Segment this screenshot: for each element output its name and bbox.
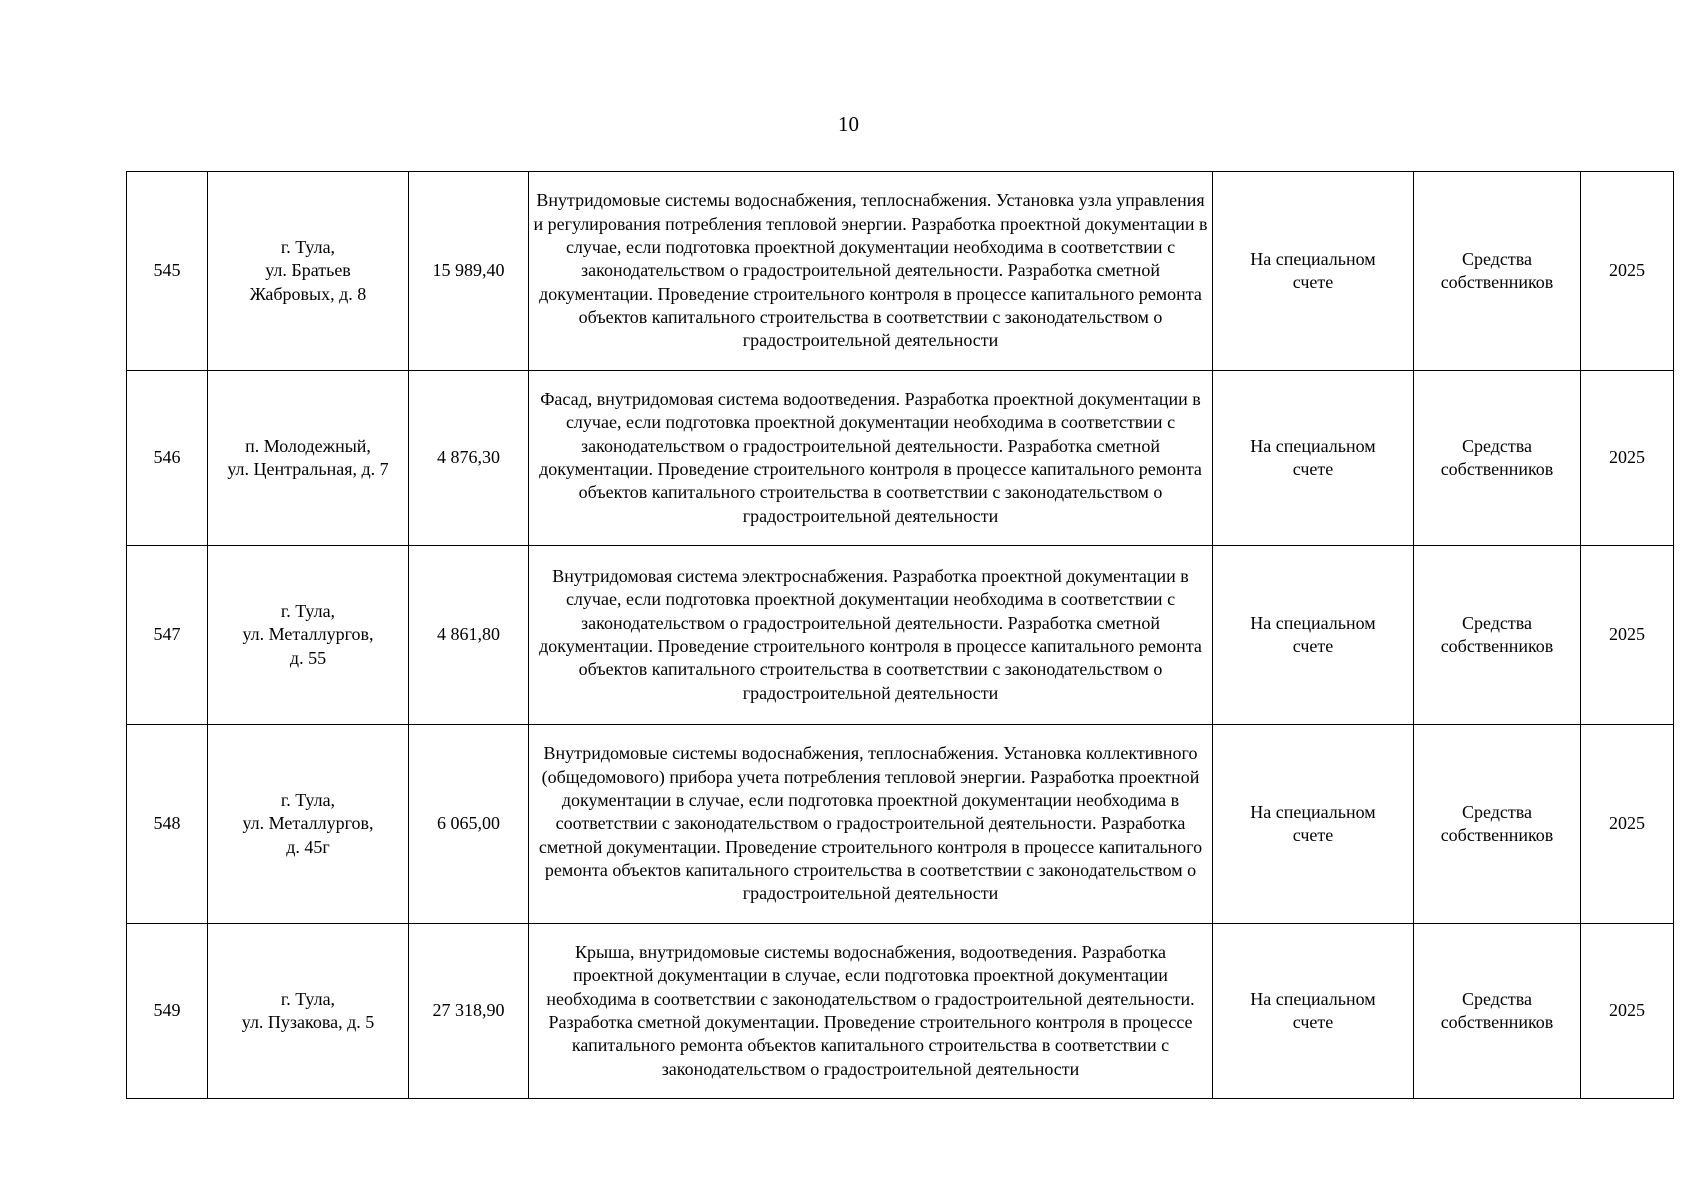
address-line: г. Тула,: [280, 601, 336, 622]
address-line: п. Молодежный,: [245, 435, 371, 456]
area-cell: 4 876,30: [409, 371, 529, 546]
area-cell: 4 861,80: [409, 546, 529, 725]
table-row: [127, 172, 1674, 371]
account-cell: [1213, 172, 1414, 371]
funding-line: Средства: [1461, 435, 1533, 456]
address-line: г. Тула,: [280, 988, 336, 1009]
address-line: ул. Пузакова, д. 5: [241, 1012, 375, 1032]
works-cell: Внутридомовые системы водоснабжения, теплоснабжения. Установка коллективного (общедомового) прибора учета потребления тепловой энергии. Разработка проектной документации в случае, если подготовка проектной документации необходима в соответствии с законодательством о градостроительной деятельности. Разработка сметной документации. Проведение строительного контроля в процессе капитального ремонта объектов капитального строительства в соответствии с законодательством о градостроительной деятельности: [529, 725, 1213, 924]
table-row: [127, 924, 1674, 1099]
address-line: д. 45г: [286, 836, 330, 857]
area-cell: 27 318,90: [409, 924, 529, 1099]
funding-line: собственников: [1440, 636, 1554, 656]
address-cell: [208, 725, 409, 924]
account-line: На специальном: [1250, 988, 1376, 1009]
funding-cell: [1414, 172, 1581, 371]
address-line: ул. Братьев: [265, 260, 351, 281]
works-cell: Фасад, внутридомовая система водоотведения. Разработка проектной документации в случае, если подготовка проектной документации необходима в соответствии с законодательством о градостроительной деятельности. Разработка сметной документации. Проведение строительного контроля в процессе капитального ремонта объектов капитального строительства в соответствии с законодательством о градостроительной деятельности: [529, 371, 1213, 546]
works-cell: Крыша, внутридомовые системы водоснабжения, водоотведения. Разработка проектной документации в случае, если подготовка проектной документации необходима в соответствии с законодательством о градостроительной деятельности. Разработка сметной документации. Проведение строительного контроля в процессе капитального ремонта объектов капитального строительства в соответствии с законодательством о градостроительной деятельности: [529, 924, 1213, 1099]
funding-cell: [1414, 546, 1581, 725]
table-row: [127, 371, 1674, 546]
row-number: 547: [127, 546, 208, 725]
funding-line: Средства: [1461, 248, 1533, 269]
account-line: счете: [1292, 636, 1334, 656]
address-cell: [208, 172, 409, 371]
account-line: На специальном: [1250, 612, 1376, 633]
year-cell: 2025: [1581, 924, 1674, 1099]
funding-line: Средства: [1461, 612, 1533, 633]
account-line: счете: [1292, 459, 1334, 479]
account-line: счете: [1292, 272, 1334, 292]
address-cell: [208, 924, 409, 1099]
row-number: 546: [127, 371, 208, 546]
works-cell: Внутридомовая система электроснабжения. Разработка проектной документации в случае, если подготовка проектной документации необходима в соответствии с законодательством о градостроительной деятельности. Разработка сметной документации. Проведение строительного контроля в процессе капитального ремонта объектов капитального строительства в соответствии с законодательством о градостроительной деятельности: [529, 546, 1213, 725]
account-cell: [1213, 725, 1414, 924]
funding-line: собственников: [1440, 1012, 1554, 1032]
address-line: г. Тула,: [280, 237, 336, 258]
funding-cell: [1414, 371, 1581, 546]
account-cell: [1213, 371, 1414, 546]
row-number: 549: [127, 924, 208, 1099]
address-line: г. Тула,: [280, 790, 336, 811]
funding-cell: [1414, 725, 1581, 924]
works-cell: Внутридомовые системы водоснабжения, теплоснабжения. Установка узла управления и регулирования потребления тепловой энергии. Разработка проектной документации в случае, если подготовка проектной документации необходима в соответствии с законодательством о градостроительной деятельности. Разработка сметной документации. Проведение строительного контроля в процессе капитального ремонта объектов капитального строительства в соответствии с законодательством о градостроительной деятельности: [529, 172, 1213, 371]
area-cell: 6 065,00: [409, 725, 529, 924]
address-line: д. 55: [289, 647, 327, 668]
funding-line: собственников: [1440, 272, 1554, 292]
funding-line: собственников: [1440, 825, 1554, 845]
year-cell: 2025: [1581, 546, 1674, 725]
row-number: 548: [127, 725, 208, 924]
repair-program-table: [126, 171, 1674, 1099]
account-line: На специальном: [1250, 435, 1376, 456]
address-cell: [208, 371, 409, 546]
row-number: 545: [127, 172, 208, 371]
funding-line: Средства: [1461, 801, 1533, 822]
year-cell: 2025: [1581, 172, 1674, 371]
address-line: Жабровых, д. 8: [249, 283, 367, 304]
account-line: На специальном: [1250, 248, 1376, 269]
address-line: ул. Металлургов,: [242, 624, 374, 645]
funding-cell: [1414, 924, 1581, 1099]
address-cell: [208, 546, 409, 725]
year-cell: 2025: [1581, 371, 1674, 546]
address-line: ул. Металлургов,: [242, 813, 374, 834]
table-row: [127, 546, 1674, 725]
account-line: счете: [1292, 1012, 1334, 1032]
account-line: счете: [1292, 825, 1334, 845]
year-cell: 2025: [1581, 725, 1674, 924]
account-cell: [1213, 924, 1414, 1099]
account-line: На специальном: [1250, 801, 1376, 822]
funding-line: собственников: [1440, 459, 1554, 479]
area-cell: 15 989,40: [409, 172, 529, 371]
funding-line: Средства: [1461, 988, 1533, 1009]
address-line: ул. Центральная, д. 7: [227, 459, 389, 479]
page-number: 10: [838, 112, 859, 136]
account-cell: [1213, 546, 1414, 725]
table-row: [127, 725, 1674, 924]
